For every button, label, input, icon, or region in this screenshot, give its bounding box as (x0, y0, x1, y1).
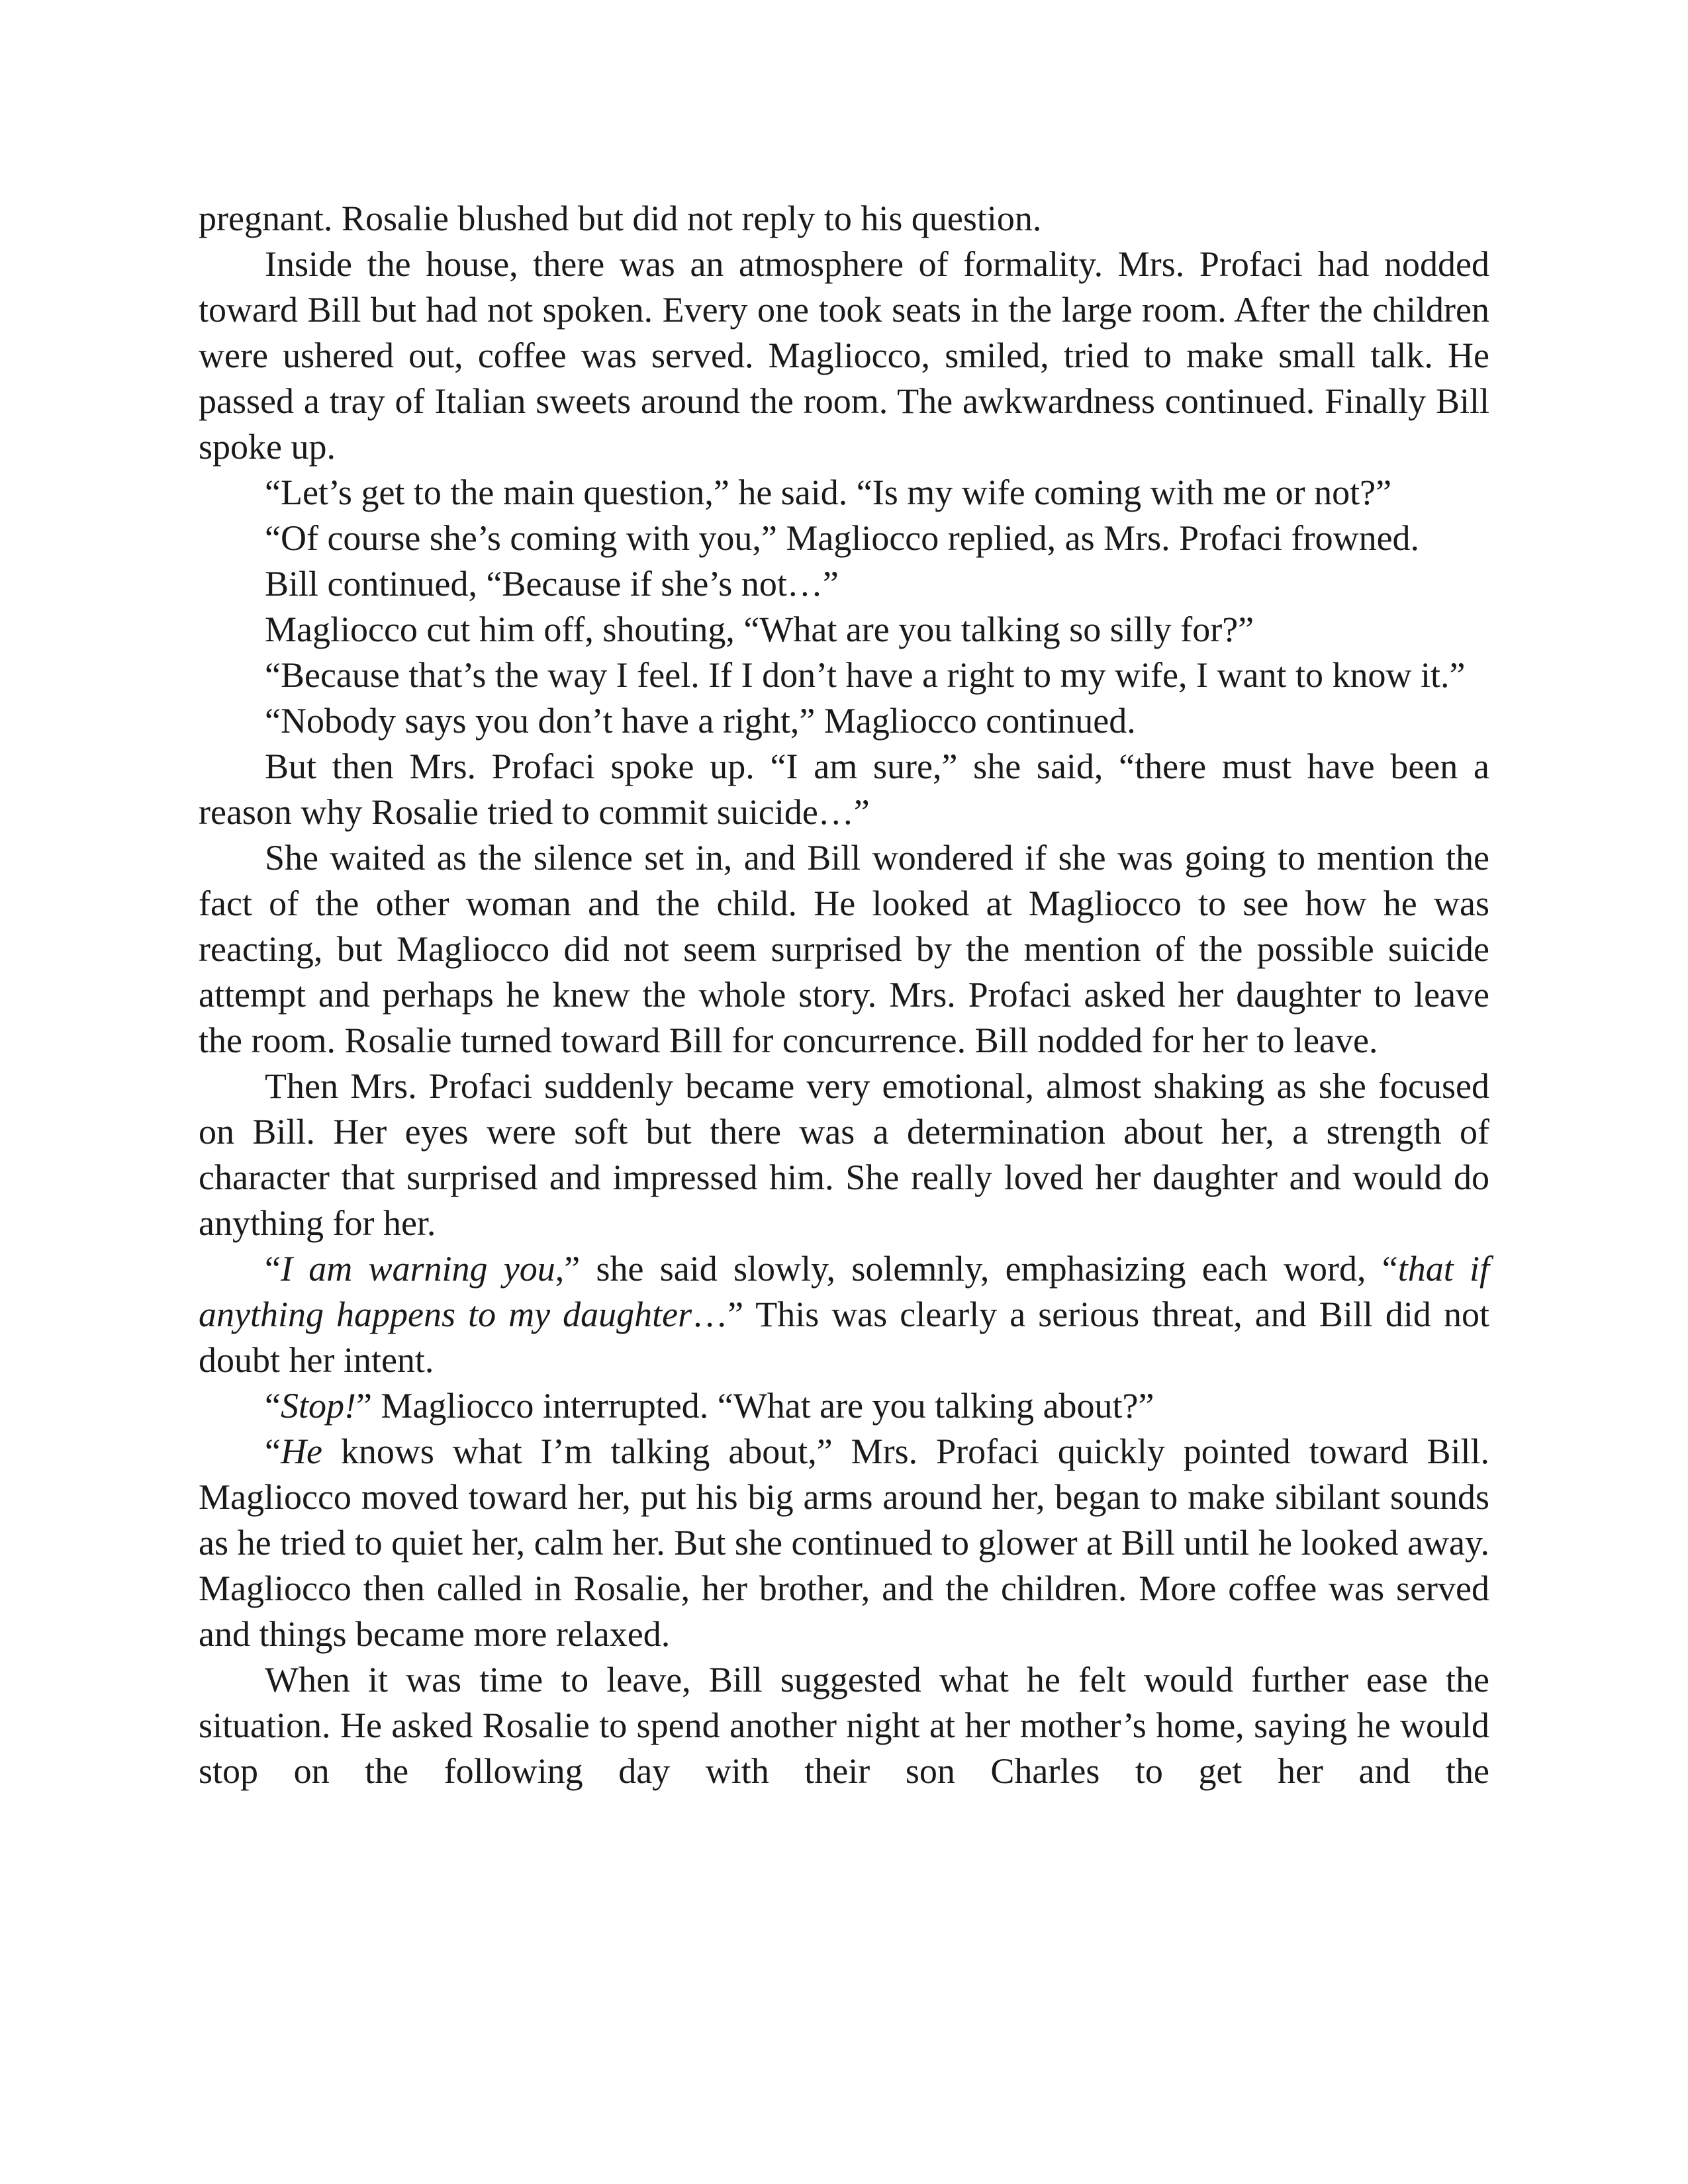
text-run: When it was time to leave, Bill suggested what he felt would further ease the situation. He asked Rosalie to spend another night at her mother’s home, saying he would stop on the following day with their son Charles to get her and the (199, 1660, 1489, 1791)
italic-text: I am warning you (280, 1249, 555, 1289)
paragraph (199, 653, 1489, 698)
paragraph (199, 1657, 1489, 1794)
text-run: “ (265, 1386, 281, 1426)
text-run: She waited as the silence set in, and Bill wondered if she was going to mention the fact of the other woman and the child. He looked at Magliocco to see how he was reacting, but Magliocco did not seem surprised by the mention of the possible suicide attempt and perhaps he knew the whole story. Mrs. Profaci asked her daughter to leave the room. Rosalie turned toward Bill for concurrence. Bill nodded for her to leave. (199, 838, 1489, 1060)
text-run: ,” she said slowly, solemnly, emphasizing each word, “ (555, 1249, 1398, 1289)
text-run: “ (265, 1432, 281, 1471)
paragraph (199, 516, 1489, 561)
text-run: …” This was clearly a serious threat, and Bill did not doubt her intent. (199, 1295, 1489, 1380)
text-run: “Nobody says you don’t have a right,” Magliocco continued. (265, 701, 1136, 741)
italic-text: He (280, 1432, 322, 1471)
italic-text: Stop! (280, 1386, 356, 1426)
paragraph (199, 561, 1489, 607)
text-run: “ (265, 1249, 281, 1289)
text-run: Magliocco cut him off, shouting, “What are you talking so silly for?” (265, 610, 1254, 649)
paragraph (199, 1064, 1489, 1246)
text-run: ” Magliocco interrupted. “What are you talking about?” (355, 1386, 1154, 1426)
text-run: “Let’s get to the main question,” he said. “Is my wife coming with me or not?” (265, 473, 1392, 512)
paragraph (199, 698, 1489, 744)
italic-text: that if anything happens to my daughter (199, 1249, 1489, 1334)
paragraph (199, 1429, 1489, 1657)
paragraph (199, 607, 1489, 653)
paragraph (199, 744, 1489, 835)
text-run: “Of course she’s coming with you,” Magliocco replied, as Mrs. Profaci frowned. (265, 518, 1420, 558)
paragraph (199, 196, 1489, 242)
paragraph (199, 1383, 1489, 1429)
paragraph (199, 835, 1489, 1064)
body-text (199, 196, 1489, 1794)
paragraph (199, 470, 1489, 516)
paragraph (199, 242, 1489, 470)
text-run: Inside the house, there was an atmosphere of formality. Mrs. Profaci had nodded toward Bill but had not spoken. Every one took seats in the large room. After the children were ushered out, coffee was served. Magliocco, smiled, tried to make small talk. He passed a tray of Italian sweets around the room. The awkwardness continued. Finally Bill spoke up. (199, 244, 1489, 467)
text-run: Then Mrs. Profaci suddenly became very emotional, almost shaking as she focused on Bill. Her eyes were soft but there was a determination about her, a strength of character that surprised and impressed him. She really loved her daughter and would do anything for her. (199, 1066, 1489, 1243)
text-run: But then Mrs. Profaci spoke up. “I am sure,” she said, “there must have been a reason why Rosalie tried to commit suicide…” (199, 747, 1489, 832)
text-run: pregnant. Rosalie blushed but did not reply to his question. (199, 199, 1042, 238)
paragraph (199, 1246, 1489, 1383)
text-run: Bill continued, “Because if she’s not…” (265, 564, 839, 604)
text-run: knows what I’m talking about,” Mrs. Profaci quickly pointed toward Bill. Magliocco moved toward her, put his big arms around her, began to make sibilant sounds as he tried to quiet her, calm her. But she continued to glower at Bill until he looked away. Magliocco then called in Rosalie, her brother, and the children. More coffee was served and things became more relaxed. (199, 1432, 1489, 1654)
text-run: “Because that’s the way I feel. If I don’t have a right to my wife, I want to know it.” (265, 655, 1466, 695)
